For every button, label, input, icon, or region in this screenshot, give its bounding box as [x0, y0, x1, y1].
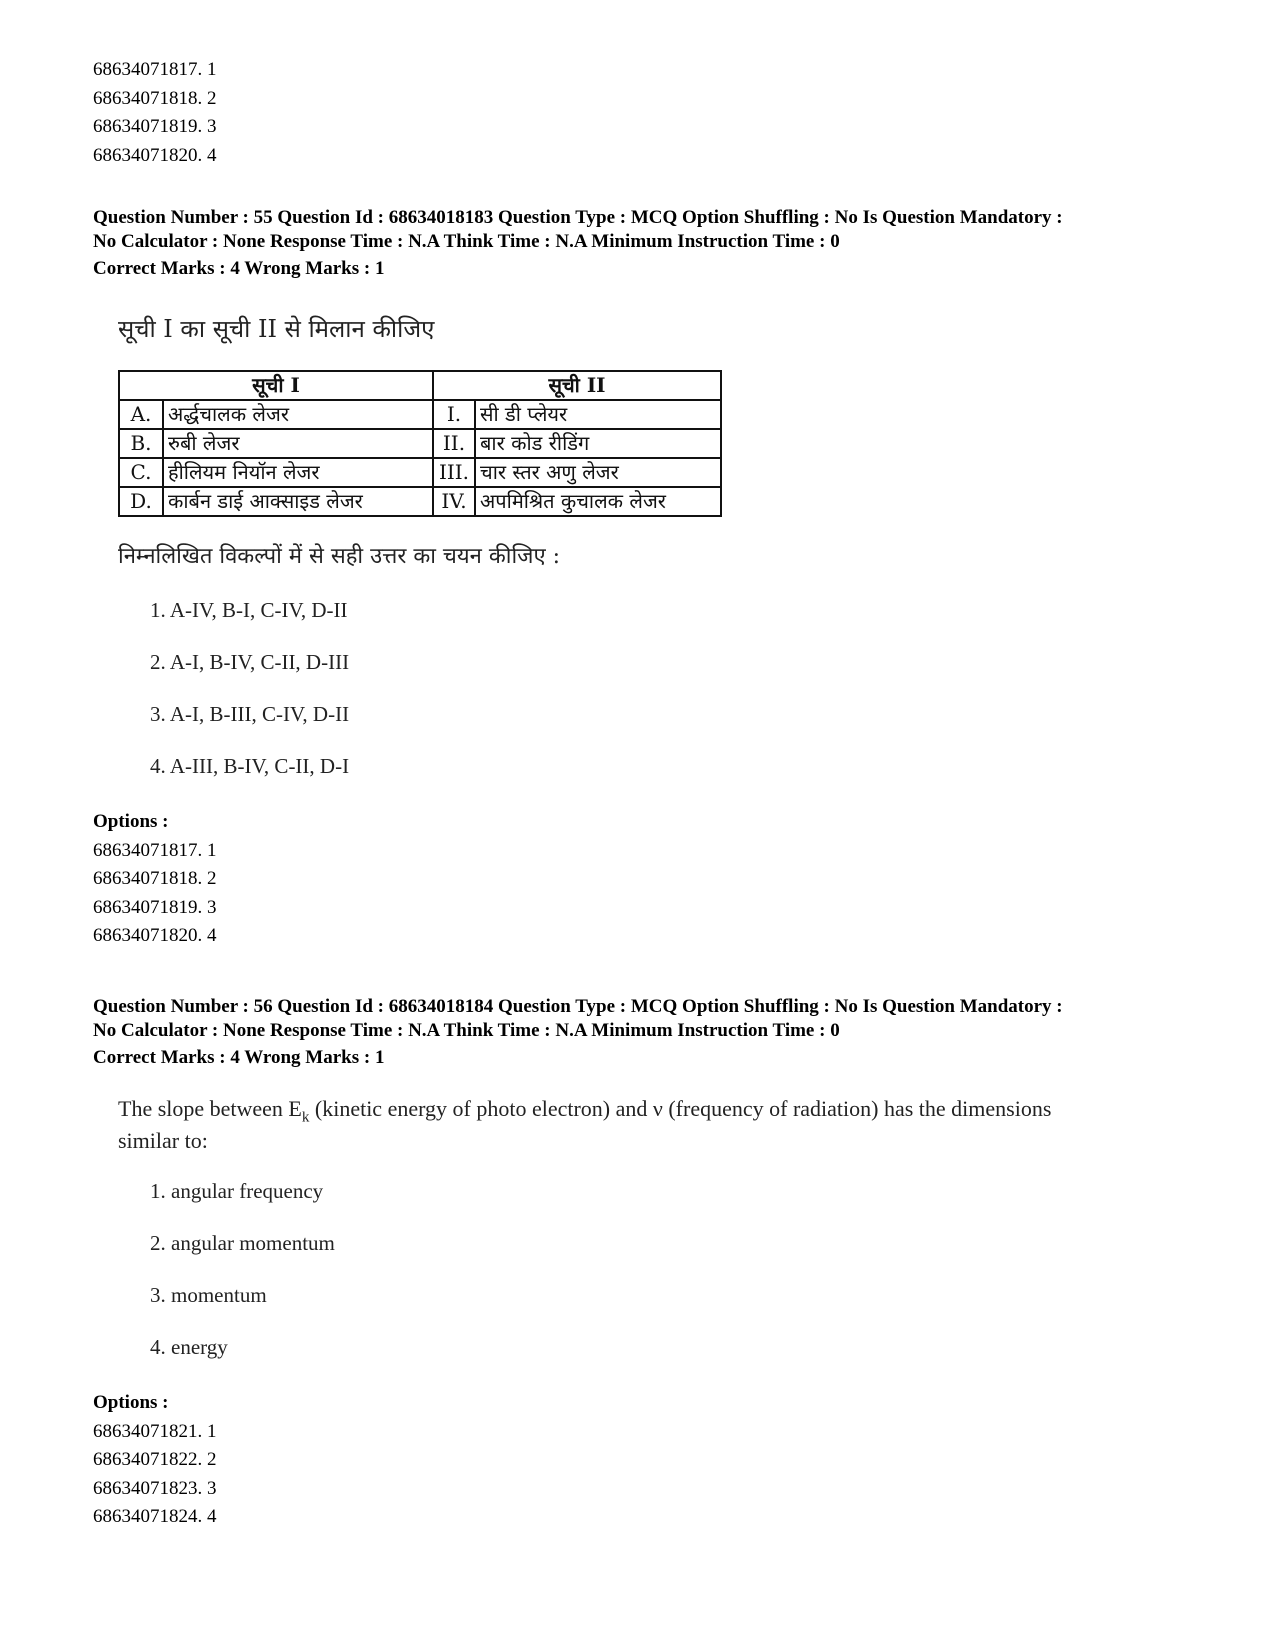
- option-line: 68634071822. 2: [93, 1449, 217, 1470]
- q56-header: [93, 993, 1063, 1073]
- options-label: Options :: [93, 1392, 169, 1413]
- q56-choice-1: 1. angular frequency: [150, 1179, 324, 1203]
- row-label-2: IV.: [433, 487, 475, 516]
- option-line: 68634071820. 4: [93, 144, 217, 166]
- q55-header-line2: No Calculator : None Response Time : N.A Think Time : N.A Minimum Instruction Time : 0: [93, 230, 840, 252]
- row-text-1: अर्द्धचालक लेजर: [163, 400, 433, 429]
- row-text-2: अपमिश्रित कुचालक लेजर: [475, 487, 721, 516]
- q55-prompt: सूची I का सूची II से मिलान कीजिए: [118, 315, 435, 343]
- top-options-list: [93, 56, 217, 170]
- table-header-row: [119, 371, 721, 400]
- q56-options: [93, 1389, 217, 1532]
- option-line: 68634071818. 2: [93, 87, 217, 109]
- table-row: [119, 400, 721, 429]
- option-line: 68634071817. 1: [93, 839, 217, 861]
- q55-choice-4: 4. A-III, B-IV, C-II, D-I: [150, 754, 350, 778]
- row-text-2: चार स्तर अणु लेजर: [475, 458, 721, 487]
- q56-question-line1: [118, 1096, 1051, 1126]
- q56-question-part1: The slope between E: [118, 1096, 302, 1121]
- option-line: 68634071821. 1: [93, 1420, 217, 1442]
- options-label: Options :: [93, 811, 169, 832]
- row-text-2: सी डी प्लेयर: [475, 400, 721, 429]
- q56-header-line1: Question Number : 56 Question Id : 68634018184 Question Type : MCQ Option Shuffling : No Is Question Mandatory :: [93, 996, 1063, 1017]
- option-line: 68634071824. 4: [93, 1506, 217, 1527]
- row-label-2: III.: [433, 458, 475, 487]
- option-line: 68634071817. 1: [93, 59, 217, 80]
- table-row: [119, 458, 721, 487]
- q56-marks: Correct Marks : 4 Wrong Marks : 1: [93, 1047, 385, 1068]
- q55-choice-1: 1. A-IV, B-I, C-IV, D-II: [150, 598, 348, 622]
- q56-question-sub: k: [301, 1109, 310, 1126]
- q56-question-part2: (kinetic energy of photo electron) and ν (frequency of radiation) has the dimensions: [309, 1096, 1052, 1121]
- q56-header-line2: No Calculator : None Response Time : N.A Think Time : N.A Minimum Instruction Time : 0: [93, 1019, 840, 1041]
- option-line: 68634071819. 3: [93, 896, 217, 918]
- option-line: 68634071818. 2: [93, 868, 217, 889]
- q56-choice-3: 3. momentum: [150, 1283, 267, 1307]
- q55-marks: Correct Marks : 4 Wrong Marks : 1: [93, 258, 385, 279]
- table-row: [119, 429, 721, 458]
- q55-match-table-container: [118, 370, 722, 517]
- row-text-1: रुबी लेजर: [163, 429, 433, 458]
- col2-header: सूची II: [433, 371, 721, 400]
- q55-choice-2: 2. A-I, B-IV, C-II, D-III: [150, 650, 350, 674]
- row-label-1: A.: [119, 400, 163, 429]
- q56-choice-4: 4. energy: [150, 1335, 228, 1359]
- row-text-1: हीलियम नियॉन लेजर: [163, 458, 433, 487]
- q55-match-table: [118, 370, 722, 517]
- row-label-2: I.: [433, 400, 475, 429]
- q55-header: [93, 204, 1063, 284]
- q55-choice-3: 3. A-I, B-III, C-IV, D-II: [150, 702, 350, 726]
- option-line: 68634071819. 3: [93, 116, 217, 137]
- table-row: [119, 487, 721, 516]
- row-label-2: II.: [433, 429, 475, 458]
- option-line: 68634071823. 3: [93, 1477, 217, 1499]
- row-text-1: कार्बन डाई आक्साइड लेजर: [163, 487, 433, 516]
- q56-choice-2: 2. angular momentum: [150, 1231, 335, 1255]
- q56-question-line2: similar to:: [118, 1128, 208, 1153]
- q55-options: [93, 808, 217, 951]
- row-label-1: B.: [119, 429, 163, 458]
- row-text-2: बार कोड रीडिंग: [475, 429, 721, 458]
- q55-header-line1: Question Number : 55 Question Id : 68634018183 Question Type : MCQ Option Shuffling : No Is Question Mandatory :: [93, 207, 1063, 228]
- row-label-1: C.: [119, 458, 163, 487]
- row-label-1: D.: [119, 487, 163, 516]
- option-line: 68634071820. 4: [93, 925, 217, 946]
- q55-instruction: निम्नलिखित विकल्पों में से सही उत्तर का चयन कीजिए :: [118, 544, 561, 569]
- col1-header: सूची I: [119, 371, 433, 400]
